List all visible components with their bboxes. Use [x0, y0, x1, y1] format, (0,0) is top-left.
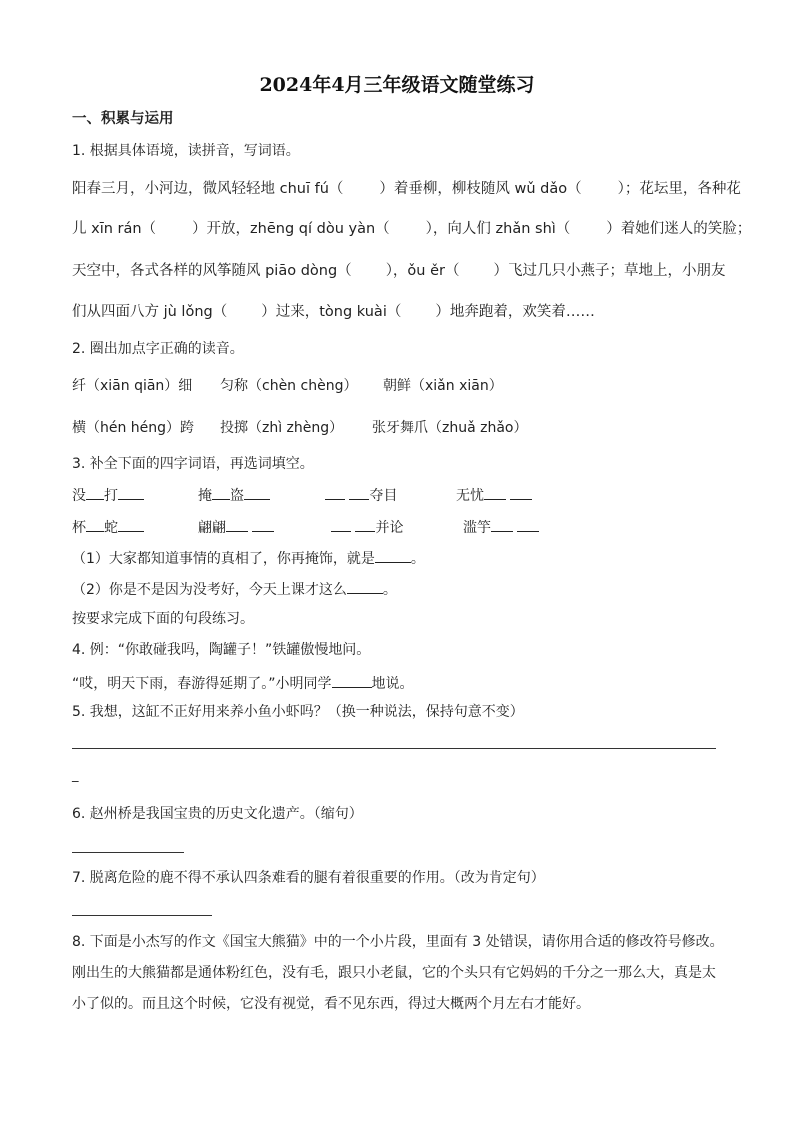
q2-row-2	[72, 419, 722, 437]
q3-sentence-2: （2）你是不是因为没考好，今天上课才这么 。	[72, 579, 397, 599]
q1-line-1: 阳春三月，小河边，微风轻轻地 chuī fú（ ）着垂柳，柳枝随风 wǔ dǎo（ ）；花坛里，各种花	[72, 181, 741, 197]
q2-item: 投掷（zhì zhèng）	[220, 420, 344, 436]
page-title: 2024年4月三年级语文随堂练习	[259, 74, 535, 96]
q4-task: “哎，明天下雨，春游得延期了。”小明同学 地说。	[72, 673, 414, 693]
q1-line-4: 们从四面八方 jù lǒng（ ）过来，tòng kuài（ ）地奔跑着，欢笑着……	[72, 304, 595, 320]
q3-idiom-row-2	[72, 517, 722, 535]
q2-item: 张牙舞爪（zhuǎ zhǎo）	[372, 420, 528, 436]
idiom-item: 夺目	[325, 485, 397, 505]
idiom-item: 无忧	[456, 485, 532, 505]
q6-prompt: 6. 赵州桥是我国宝贵的历史文化遗产。（缩句）	[72, 806, 363, 822]
q2-item: 纤（xiān qiān）细	[72, 378, 193, 394]
idiom-item: 没 打	[72, 485, 144, 505]
idiom-item: 并论	[331, 517, 403, 537]
q2-item: 匀称（chèn chèng）	[220, 378, 358, 394]
answer-line-tail: _	[72, 768, 79, 783]
q4-example: 4. 例：“你敢碰我吗，陶罐子！”铁罐傲慢地问。	[72, 642, 371, 658]
q1-prompt: 1. 根据具体语境，读拼音，写词语。	[72, 143, 300, 159]
idiom-item: 滥竽	[463, 517, 539, 537]
idiom-item: 杯 蛇	[72, 517, 144, 537]
idiom-item: 翩翩	[198, 517, 274, 537]
q1-line-2: 儿 xīn rán（ ）开放，zhēng qí dòu yàn（ ），向人们 zhǎn shì（ ）着她们迷人的笑脸；	[72, 221, 752, 237]
answer-line	[72, 852, 184, 853]
q5-prompt: 5. 我想，这缸不正好用来养小鱼小虾吗？（换一种说法，保持句意不变）	[72, 704, 524, 720]
q2-row-1	[72, 377, 722, 395]
q7-prompt: 7. 脱离危险的鹿不得不承认四条难看的腿有着很重要的作用。（改为肯定句）	[72, 870, 545, 886]
q3-prompt: 3. 补全下面的四字词语，再选词填空。	[72, 456, 314, 472]
q1-line-3: 天空中，各式各样的风筝随风 piāo dòng（ ），ǒu ěr（ ）飞过几只小燕子；草地上，小朋友	[72, 263, 726, 279]
q3-idiom-row-1	[72, 485, 722, 503]
q3-sentence-1: （1）大家都知道事情的真相了，你再掩饰，就是 。	[72, 548, 425, 568]
answer-line	[72, 915, 212, 916]
instruction-text: 按要求完成下面的句段练习。	[72, 611, 254, 627]
q8-passage-line-2: 小了似的。而且这个时候，它没有视觉，看不见东西，得过大概两个月左右才能好。	[72, 996, 590, 1012]
answer-line	[72, 748, 716, 749]
q8-passage-line-1: 刚出生的大熊猫都是通体粉红色，没有毛，跟只小老鼠，它的个头只有它妈妈的千分之一那么大，真是太	[72, 965, 716, 981]
q2-prompt: 2. 圈出加点字正确的读音。	[72, 341, 244, 357]
q8-prompt: 8. 下面是小杰写的作文《国宝大熊猫》中的一个小片段，里面有 3 处错误，请你用合适的修改符号修改。	[72, 934, 724, 950]
idiom-item: 掩 盗	[198, 485, 270, 505]
q2-item: 横（hén héng）跨	[72, 420, 195, 436]
q2-item: 朝鲜（xiǎn xiān）	[383, 378, 503, 394]
section-heading: 一、积累与运用	[72, 111, 174, 127]
